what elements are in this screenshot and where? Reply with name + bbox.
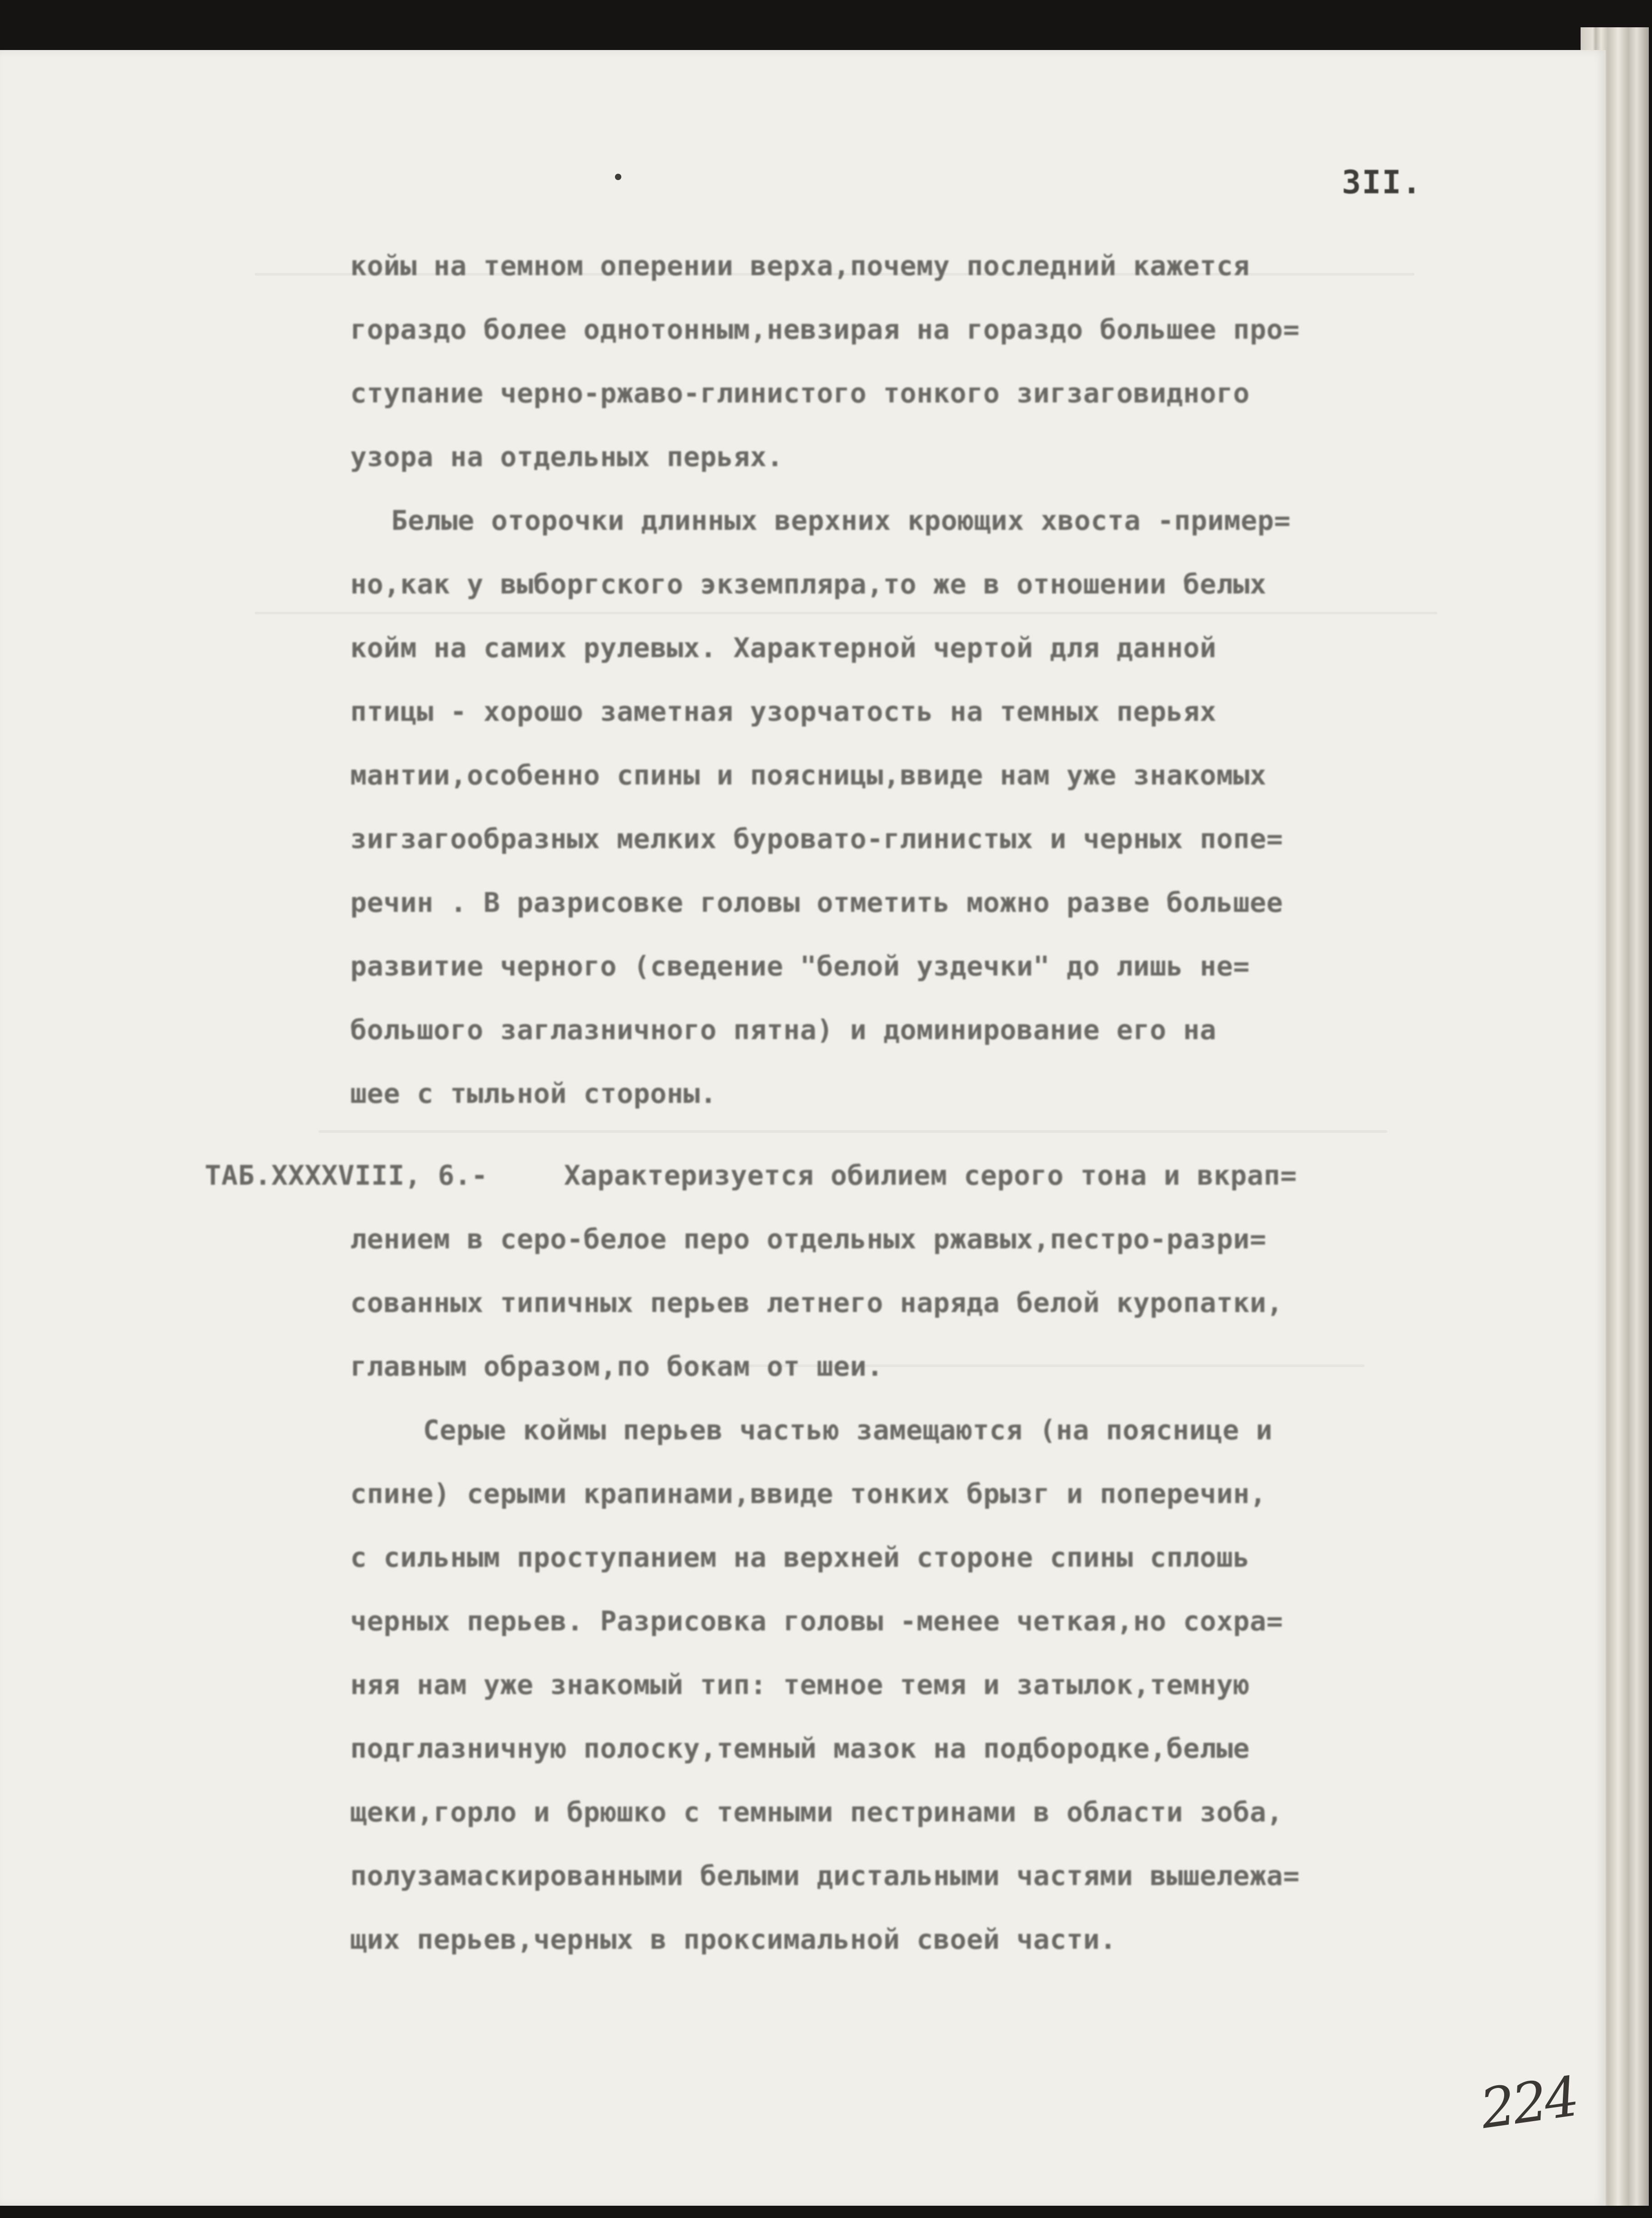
text-line: няя нам уже знакомый тип: темное темя и затылок,темную — [350, 1669, 1250, 1701]
text-line: шее с тыльной стороны. — [350, 1078, 717, 1110]
text-line: койы на темном оперении верха,почему последний кажется — [350, 250, 1250, 282]
text-line: полузамаскированными белыми дистальными частями вышележа= — [350, 1860, 1300, 1892]
text-line: речин . В разрисовке головы отметить можно разве большее — [350, 887, 1283, 919]
text-line: Характеризуется обилием серого тона и вкрап= — [564, 1160, 1297, 1192]
text-line: черных перьев. Разрисовка головы -менее четкая,но сохра= — [350, 1605, 1283, 1637]
text-line: развитие черного (сведение "белой уздечки" до лишь не= — [350, 951, 1250, 982]
text-line: узора на отдельных перьях. — [350, 441, 784, 473]
text-line: гораздо более однотонным,невзирая на гораздо большее про= — [350, 314, 1300, 346]
page-number: 3II. — [1342, 164, 1422, 201]
text-line: большого заглазничного пятна) и доминирование его на — [350, 1014, 1217, 1046]
text-line: мантии,особенно спины и поясницы,ввиде нам уже знакомых — [350, 759, 1267, 791]
text-line: подглазничную полоску,темный мазок на подбородке,белые — [350, 1733, 1250, 1765]
text-line: птицы - хорошо заметная узорчатость на темных перьях — [350, 696, 1217, 728]
text-line: Белые оторочки длинных верхних кроющих хвоста -пример= — [391, 505, 1291, 537]
text-line: щих перьев,черных в проксимальной своей части. — [350, 1924, 1117, 1956]
text-line: сованных типичных перьев летнего наряда белой куропатки, — [350, 1287, 1283, 1319]
text-line: главным образом,по бокам от шеи. — [350, 1351, 883, 1383]
text-line: лением в серо-белое перо отдельных ржавых,пестро-разри= — [350, 1223, 1267, 1255]
show-through-line — [255, 612, 1437, 614]
text-line: щеки,горло и брюшко с темными пестринами в области зоба, — [350, 1796, 1283, 1828]
text-line: с сильным проступанием на верхней стороне спины сплошь — [350, 1542, 1250, 1574]
typewritten-page — [0, 50, 1606, 2206]
text-line: Серые коймы перьев частью замещаются (на пояснице и — [423, 1414, 1273, 1446]
text-line: ступание черно-ржаво-глинистого тонкого зигзаговидного — [350, 377, 1250, 409]
plate-label: ТАБ.XXXXVIII, 6.- — [205, 1160, 488, 1192]
text-line: спине) серыми крапинами,ввиде тонких брызг и поперечин, — [350, 1478, 1267, 1510]
text-line: но,как у выборгского экземпляра,то же в отношении белых — [350, 568, 1267, 600]
show-through-line — [318, 1130, 1387, 1133]
handwritten-folio-number: 224 — [1476, 2065, 1581, 2142]
stray-mark — [615, 174, 621, 180]
text-line: койм на самих рулевых. Характерной чертой для данной — [350, 632, 1217, 664]
text-line: зигзагообразных мелких буровато-глинистых и черных попе= — [350, 823, 1283, 855]
